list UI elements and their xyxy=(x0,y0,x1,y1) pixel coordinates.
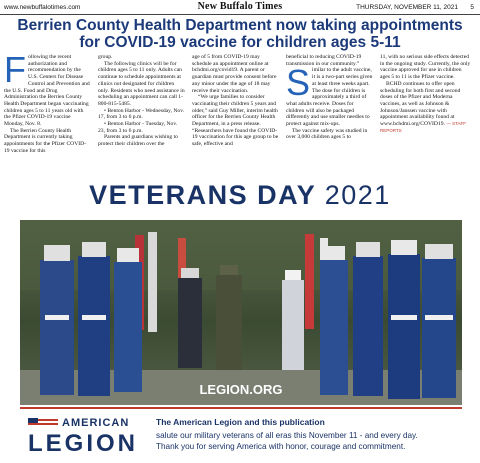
logo-word-bottom: LEGION xyxy=(28,430,139,457)
drop-cap: F xyxy=(4,54,26,90)
american-legion-ad xyxy=(20,407,462,463)
soldiers-center xyxy=(178,265,304,370)
byline-credit: — STAFF REPORTS xyxy=(380,121,467,133)
paragraph: ollowing the recent authorization and recommendation by the U.S. Centers for Disease Control and Prevention and the U.S. Food and Drug Administration the Berrien County Health Department began vaccinating children ages 5 to 11 years old with the Pfizer COVID-19 vaccine Monday, Nov. 8. xyxy=(4,54,90,128)
paragraph: “We urge families to consider vaccinating their children 5 years and older,” said Guy Miller, interim health officer for the Berrien County Health Department, in a press release. “Researchers have found the COVID-19 vaccination for this age group to be safe, effective and xyxy=(192,94,279,148)
ad-body-line-1: salute our military veterans of all eras this November 11 - and every day. xyxy=(156,431,418,440)
veterans-day-title xyxy=(0,180,480,211)
legion-url: LEGION.ORG xyxy=(199,382,283,397)
paragraph-text: BCHD continues to offer open scheduling for both first and second doses of the Pfizer and Moderna vaccines, as well as Johnson & Johnson/Janssen vaccine with appointment availability found at www.bchdmi.org/COVID19. xyxy=(380,80,461,128)
paragraph: Parents and guardians wishing to protect their children over the xyxy=(98,134,178,148)
article-headline xyxy=(0,17,480,51)
soldiers-left xyxy=(40,242,142,396)
page-header xyxy=(0,0,480,15)
issue-date: THURSDAY, NOVEMBER 11, 2021 xyxy=(356,4,458,11)
headline-line-2: for COVID-19 vaccine for children ages 5-11 xyxy=(79,34,401,51)
masthead: New Buffalo Times xyxy=(197,1,283,12)
honor-guard-illustration xyxy=(20,220,462,405)
ad-heading: The American Legion and this publication xyxy=(156,417,325,427)
soldiers-right xyxy=(320,240,456,399)
paragraph: The vaccine safety was studied in over 3,000 children ages 5 to xyxy=(286,127,368,141)
drop-cap: S xyxy=(286,62,311,104)
paragraph: age of 5 from COVID-19 may schedule an appointment online at bchdmi.org/covid19. A parent or guardian must provide consent before any minor under the age of 18 may receive their vaccination. xyxy=(192,54,277,94)
american-legion-logo xyxy=(28,417,146,457)
paragraph: The following clinics will be for children ages 5 to 11 only. Adults can continue to schedule appointments at clinics not designated for children only. Residents who need assistance in scheduling an appointment can call 1-800-815-5485. xyxy=(98,60,185,107)
honor-guard-photo xyxy=(20,220,462,405)
paragraph: beneficial to reducing COVID-19 transmission in our community.” xyxy=(286,54,362,67)
ad-message xyxy=(156,417,456,452)
site-url: www.newbuffalotimes.com xyxy=(4,4,81,11)
paragraph: The Berrien County Health Department is currently taking appointments for the Pfizer COVID-19 vaccine for this xyxy=(4,127,87,154)
paragraph: group. xyxy=(98,54,113,60)
paragraph: 11, with no serious side effects detected in the ongoing study. Currently, the only vaccine approved for use in children ages 5 to 11 is the Pfizer vaccine. xyxy=(380,54,471,81)
page-number: 5 xyxy=(470,4,474,11)
paragraph: imilar to the adult vaccine, it is a two-part series given at least three weeks apart. The dose for children is approximately a third of what adults receive. Doses for children will also be packaged differently and use smaller needles to protect against mix-ups. xyxy=(286,67,373,128)
paragraph xyxy=(380,81,472,135)
clinic-list-item: • Benton Harbor - Wednesday, Nov. 17, from 3 to 6 p.m. xyxy=(98,107,185,121)
flag-stripes-icon xyxy=(28,418,58,428)
headline-line-1: Berrien County Health Department now taking appointments xyxy=(17,17,463,34)
logo-word-top: AMERICAN xyxy=(62,417,130,429)
clinic-list-item: • Benton Harbor - Tuesday, Nov. 23, from 3 to 6 p.m. xyxy=(98,121,178,134)
title-main: VETERANS DAY xyxy=(89,180,316,210)
title-year: 2021 xyxy=(324,180,391,210)
ad-body-line-2: Thank you for serving America with honor, courage and commitment. xyxy=(156,442,406,451)
